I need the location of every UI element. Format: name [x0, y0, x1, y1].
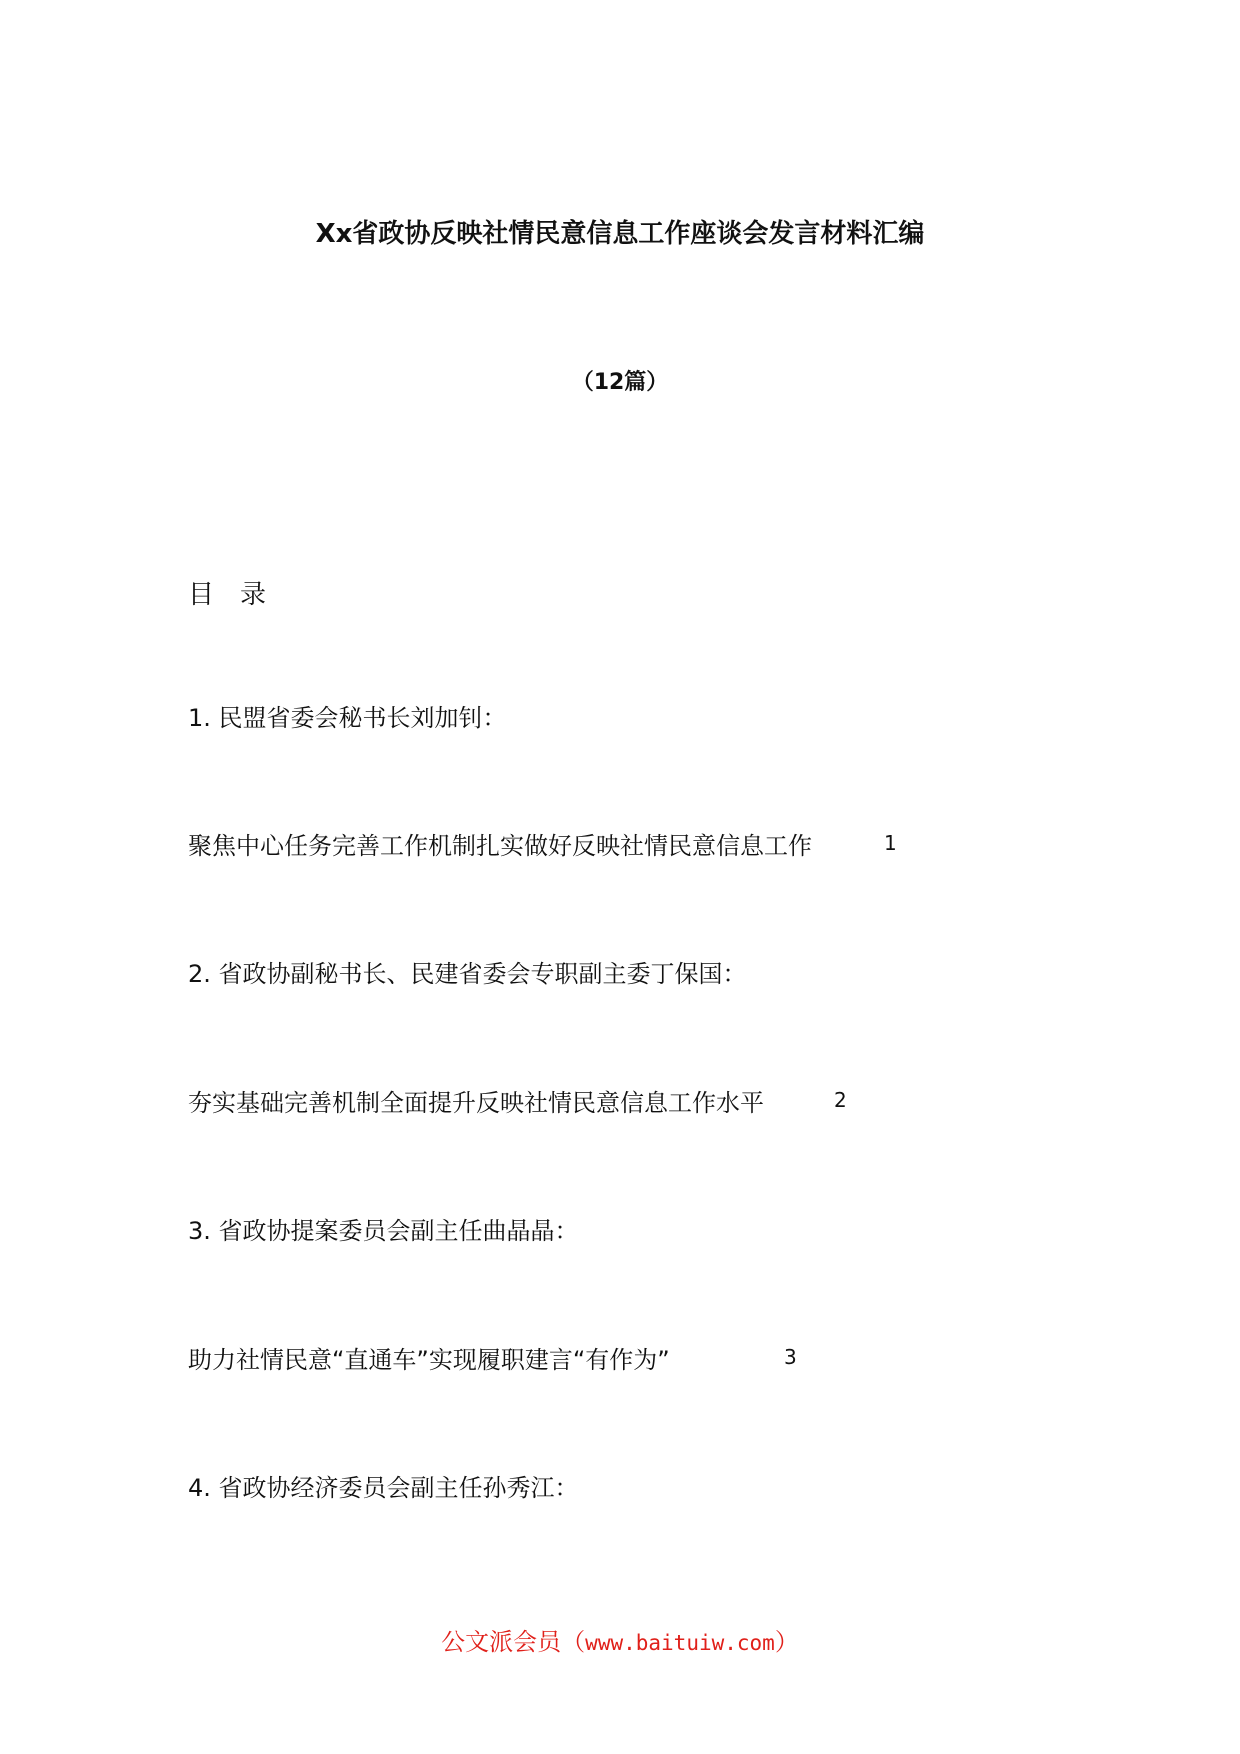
toc-heading-char-2: 录	[240, 580, 267, 610]
toc-entry-2-title: 夯实基础完善机制全面提升反映社情民意信息工作水平	[188, 1089, 764, 1117]
toc-entry-1-page: 1	[884, 831, 897, 855]
footer-url[interactable]: www.baituiw.com	[585, 1631, 775, 1655]
toc-entry-3-page: 3	[784, 1345, 797, 1369]
footer-watermark	[0, 1622, 1240, 1657]
document-title: Xx省政协反映社情民意信息工作座谈会发言材料汇编	[315, 219, 925, 249]
footer-brand: 公文派会员（	[441, 1628, 586, 1656]
toc-entry-4-author: 4. 省政协经济委员会副主任孙秀江：	[188, 1474, 579, 1502]
toc-entry-1-author: 1. 民盟省委会秘书长刘加钊：	[188, 704, 507, 732]
toc-heading-char-1: 目	[188, 580, 215, 610]
toc-entry-2-author: 2. 省政协副秘书长、民建省委会专职副主委丁保国：	[188, 960, 747, 988]
toc-entry-3-title: 助力社情民意“直通车”实现履职建言“有作为”	[188, 1346, 670, 1374]
toc-entry-2-page: 2	[834, 1088, 847, 1112]
toc-entry-1-title: 聚焦中心任务完善工作机制扎实做好反映社情民意信息工作	[188, 832, 812, 860]
toc-entry-3-author: 3. 省政协提案委员会副主任曲晶晶：	[188, 1217, 579, 1245]
toc-heading	[188, 574, 266, 611]
footer-close: ）	[774, 1628, 799, 1656]
document-subtitle: （12篇）	[571, 370, 669, 395]
